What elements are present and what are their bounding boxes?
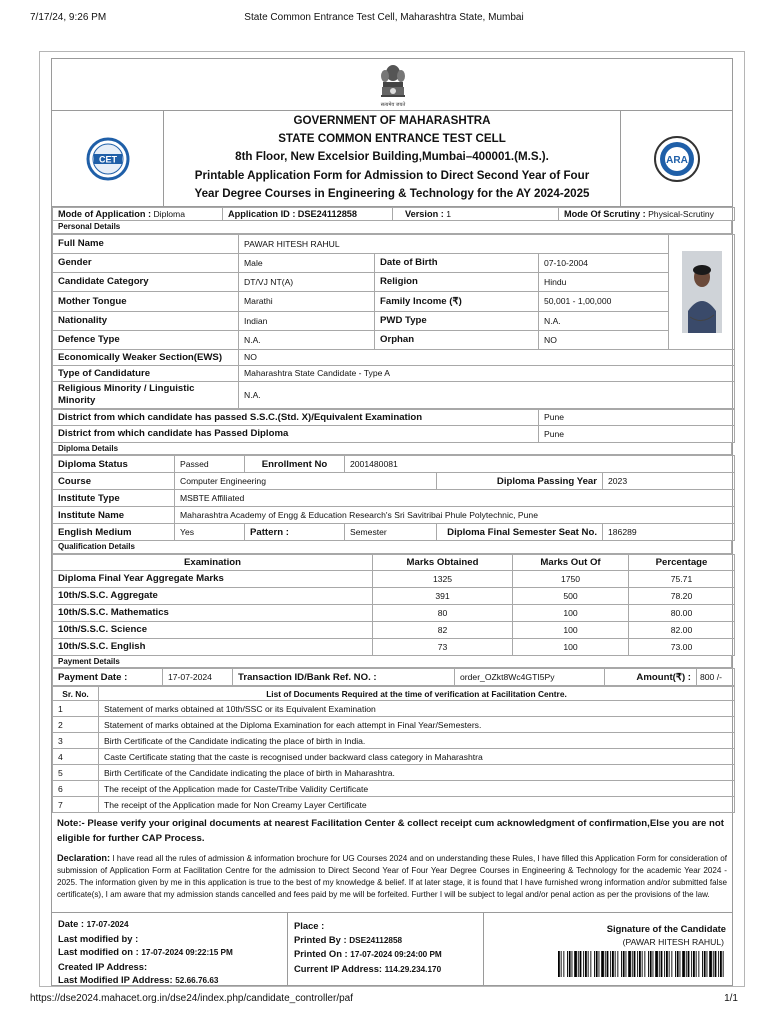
list-item: 4 Caste Certificate stating that the caste is recognised under backward class category in Maharashtra (53, 749, 735, 765)
candidate-category: DT/VJ NT(A) (239, 272, 375, 291)
ssc-district: Pune (539, 409, 735, 425)
current-ip: 114.29.234.170 (384, 964, 442, 974)
national-emblem-icon (378, 63, 408, 109)
last-modified-ip: 52.66.76.63 (175, 976, 219, 986)
list-item: 3 Birth Certificate of the Candidate indicating the place of birth in India. (53, 733, 735, 749)
diploma-status: Passed (175, 456, 245, 473)
orphan: NO (539, 330, 669, 349)
print-page-title: State Common Entrance Test Cell, Maharashtra State, Mumbai (244, 12, 524, 23)
payment-amount: 800 /- (697, 669, 735, 686)
institute-type: MSBTE Affiliated (175, 490, 735, 507)
diploma-details-table: Diploma Status Passed Enrollment No 2001480081 Course Computer Engineering Diploma Passing Year 2023 Institute Type MSBTE Affiliated Institute Name Maharashtra Academy of Engg & Education Research's Sri Savitribai Phule Polytechnic, Pune English Medium Yes Pattern : Semester Diploma Final Semester Seat No. 186289 (52, 455, 735, 541)
barcode-icon (556, 951, 726, 977)
emblem-row (52, 59, 732, 111)
diploma-district: Pune (539, 425, 735, 442)
print-url: https://dse2024.mahacet.org.in/dse24/index.php/candidate_controller/paf (30, 993, 353, 1004)
verification-note: Note:- Please verify your original documents at nearest Facilitation Center & collect receipt cum acknowledgment of confirmation,Else you are not eligible for further CAP Process. (57, 818, 724, 844)
ara-logo-cell (620, 111, 732, 206)
list-item: 6 The receipt of the Application made for Caste/Tribe Validity Certificate (53, 781, 735, 797)
diploma-passing-year: 2023 (603, 473, 735, 490)
form-header (52, 111, 732, 207)
form-title-2: Year Degree Courses in Engineering & Technology for the AY 2024-2025 (194, 186, 590, 200)
payment-date: 17-07-2024 (163, 669, 233, 686)
declaration-label: Declaration: (57, 853, 111, 863)
form-title-1: Printable Application Form for Admission to Direct Second Year of Four (194, 168, 590, 182)
mode-of-application: Diploma (153, 209, 185, 219)
footer-meta: Date : 17-07-2024 Last modified by : Last modified on : 17-07-2024 09:22:15 PM Created IP Address: Last Modified IP Address: 52.66.76.63 (52, 913, 288, 985)
list-item: 7 The receipt of the Application made for Non Creamy Layer Certificate (53, 797, 735, 813)
application-form (51, 58, 733, 986)
family-income: 50,001 - 1,00,000 (539, 291, 669, 311)
emblem-caption: सत्यमेव जयते (380, 102, 406, 108)
religion: Hindu (539, 272, 669, 291)
defence-type: N.A. (239, 330, 375, 349)
svg-text:CET: CET (98, 154, 117, 164)
address: 8th Floor, New Excelsior Building,Mumbai–400001.(M.S.). (235, 150, 549, 164)
final-semester-seat-no: 186289 (603, 524, 735, 541)
cet-logo-icon (86, 137, 130, 181)
table-row: 10th/S.S.C. Science 82 100 82.00 (53, 621, 735, 638)
payment-table: Payment Date : 17-07-2024 Transaction ID/Bank Ref. NO. : order_OZkt8Wc4GTI5Py Amount(₹) : 800 /- (52, 668, 735, 686)
version: 1 (446, 209, 451, 219)
list-item: 2 Statement of marks obtained at the Diploma Examination for each attempt in Final Year/Semesters. (53, 717, 735, 733)
documents-table: Sr. No. List of Documents Required at the time of verification at Facilitation Centre. 1 Statement of marks obtained at 10th/SSC or its Equivalent Examination 2 Statement of marks obtained at the Diploma Examination for each attempt in Final Year/Semesters. 3 Birth Certificate of the Candidate indicating the place of birth in India. 4 Caste Certificate stating that the caste is recognised under backward class category in Maharashtra 5 Birth Certificate of the Candidate indicating the place of birth in Maharashtra. 6 The receipt of the Application made for Caste/Tribe Validity Certificate 7 The receipt of the Application made for Non Creamy Layer Certificate (52, 686, 735, 813)
candidate-photo-icon (682, 251, 722, 333)
mode-of-scrutiny: Physical-Scrutiny (648, 209, 714, 219)
footer-print-info: Place : Printed By : DSE24112858 Printed On : 17-07-2024 09:24:00 PM Current IP Address: 114.29.234.170 (288, 913, 484, 985)
course: Computer Engineering (175, 473, 437, 490)
gov-title: GOVERNMENT OF MAHARASHTRA (293, 114, 491, 127)
table-row: Diploma Final Year Aggregate Marks 1325 1750 75.71 (53, 570, 735, 587)
section-personal-details: Personal Details (52, 221, 732, 234)
signature-name: (PAWAR HITESH RAHUL) (622, 936, 724, 947)
table-row: 10th/S.S.C. Mathematics 80 100 80.00 (53, 604, 735, 621)
institute-name: Maharashtra Academy of Engg & Education Research's Sri Savitribai Phule Polytechnic, Pune (175, 507, 735, 524)
header-title-block (164, 111, 620, 206)
date-of-birth: 07-10-2004 (539, 253, 669, 272)
section-diploma-details: Diploma Details (52, 443, 732, 456)
english-medium: Yes (175, 524, 245, 541)
browser-print-header (0, 12, 768, 26)
pattern: Semester (345, 524, 437, 541)
cet-logo-cell (52, 111, 164, 206)
last-modified-on: 17-07-2024 09:22:15 PM (141, 948, 233, 958)
print-datetime: 7/17/24, 9:26 PM (30, 12, 107, 23)
list-item: 1 Statement of marks obtained at 10th/SSC or its Equivalent Examination (53, 701, 735, 717)
browser-print-footer (0, 993, 768, 1007)
personal-details-table: Full Name PAWAR HITESH RAHUL Gender Male Date of Birth 07-10-2004 Candidate Category DT/VJ NT(A) Religion Hindu Mother Tongue Marathi Family Income (₹) 50,001 - 1,00,000 Nationality Indian PWD Type N.A. Defence Type N.A. Orphan NO Economically Weaker Section(EWS) NO Type of Candidature Maharashtra State Candidate - Type A Religious Minority / Linguistic Minority N.A. (52, 234, 735, 409)
table-row: 10th/S.S.C. English 73 100 73.00 (53, 638, 735, 655)
qualification-table: Examination Marks Obtained Marks Out Of Percentage Diploma Final Year Aggregate Marks 1325 1750 75.71 10th/S.S.C. Aggregate 391 500 78.20 10th/S.S.C. Mathematics 80 100 80.00 10th/S.S.C. Science 82 100 82.00 10th/S.S.C. English 73 100 73.00 (52, 554, 735, 656)
mother-tongue: Marathi (239, 291, 375, 311)
application-topbar: Mode of Application : Diploma Application ID : DSE24112858 Version : 1 Mode Of Scrutiny : Physical-Scrutiny (52, 207, 735, 221)
footer-signature (484, 913, 732, 985)
full-name: PAWAR HITESH RAHUL (239, 234, 669, 253)
ews: NO (239, 349, 735, 365)
type-of-candidature: Maharashtra State Candidate - Type A (239, 365, 735, 381)
nationality: Indian (239, 311, 375, 330)
form-footer (52, 912, 732, 985)
photo-cell (669, 234, 735, 349)
enrollment-no: 2001480081 (345, 456, 735, 473)
transaction-id: order_OZkt8Wc4GTI5Py (455, 669, 605, 686)
ara-logo-icon (653, 135, 701, 183)
printed-by: DSE24112858 (349, 935, 403, 945)
section-payment-details: Payment Details (52, 656, 732, 669)
signature-label: Signature of the Candidate (606, 923, 726, 934)
candidate-photo (682, 251, 722, 333)
printed-on: 17-07-2024 09:24:00 PM (350, 950, 442, 960)
section-qualification-details: Qualification Details (52, 541, 732, 554)
religious-minority: N.A. (239, 381, 735, 408)
declaration-text: I have read all the rules of admission & information brochure for UG Courses 2024 and on understanding these Rules, I have filled this Application Form for consideration of submission of Application Form at Facilitation Centre for the admission to Direct Second Year of Four Year Degree Courses in Engineering & Technology for the academic Year 2024 - 2025. The information given by me in this application is true to the best of my knowledge & belief. If at later stage, it is found that I have furnished wrong information and/or submitted false certificate(s), I am aware that my admission stands cancelled and fees paid by me will be forfeited. Further I will be subject to legal and/or penal action as per the provisions of the law. (57, 854, 728, 899)
application-id: DSE24112858 (297, 209, 358, 219)
print-page-number: 1/1 (724, 993, 738, 1004)
table-row: 10th/S.S.C. Aggregate 391 500 78.20 (53, 587, 735, 604)
svg-text:ARA: ARA (665, 154, 688, 166)
district-table: District from which candidate has passed S.S.C.(Std. X)/Equivalent Examination Pune District from which candidate has Passed Diploma Pune (52, 409, 735, 443)
cell-title: STATE COMMON ENTRANCE TEST CELL (278, 132, 506, 146)
pwd-type: N.A. (539, 311, 669, 330)
declaration (52, 848, 732, 904)
gender: Male (239, 253, 375, 272)
footer-date: 17-07-2024 (86, 920, 129, 929)
list-item: 5 Birth Certificate of the Candidate indicating the place of birth in Maharashtra. (53, 765, 735, 781)
